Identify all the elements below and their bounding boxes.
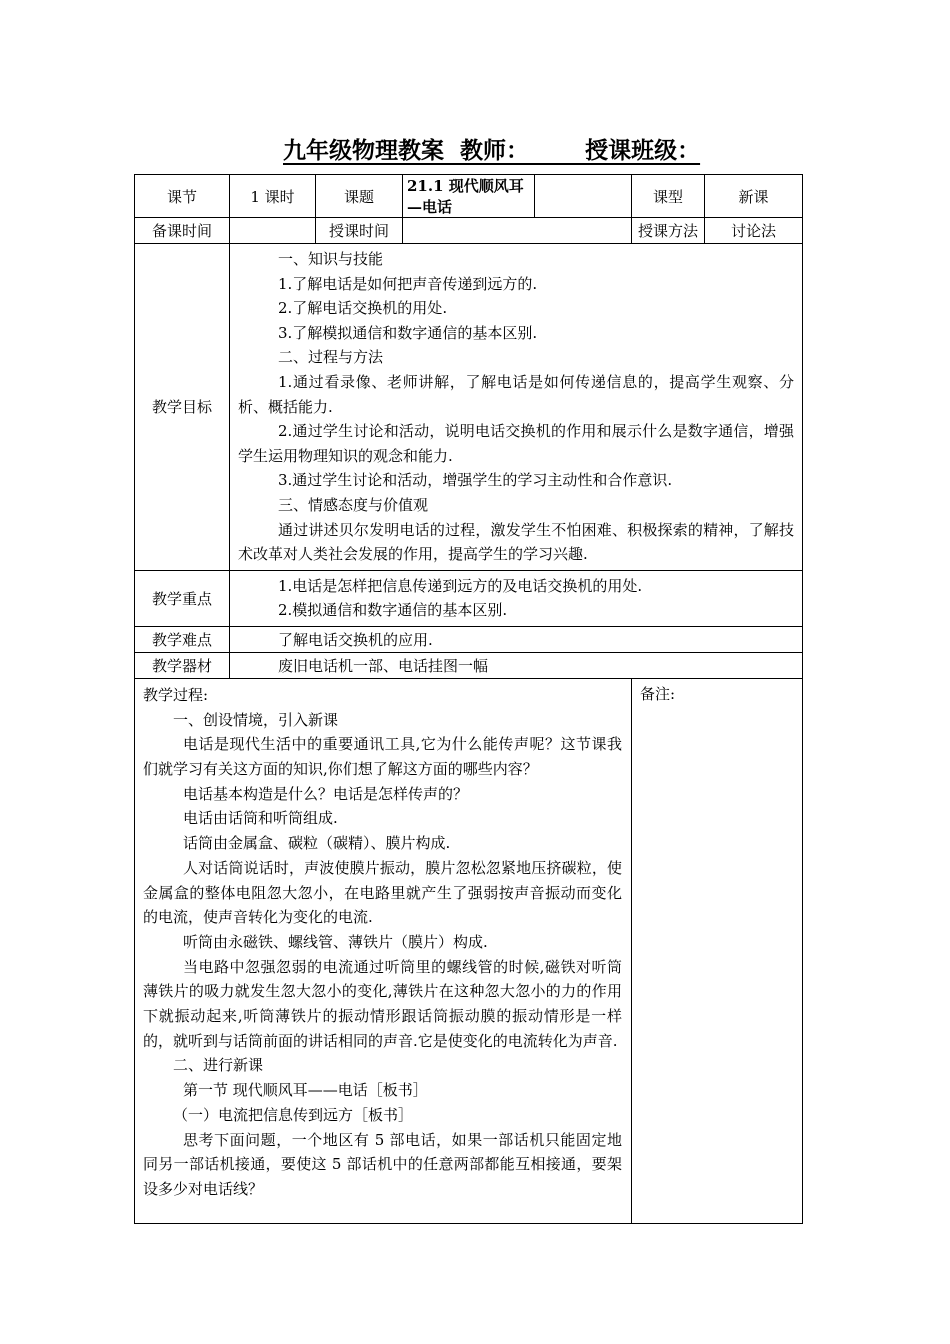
type-label: 课型 — [632, 175, 705, 218]
header-row-1 — [135, 175, 803, 218]
process-paragraph: 电话是现代生活中的重要通讯工具,它为什么能传声呢？这节课我们就学习有关这方面的知识,你们想了解这方面的哪些内容？ — [143, 735, 622, 779]
objective-line: 二、过程与方法 — [278, 348, 384, 367]
objective-line: 3.了解模拟通信和数字通信的基本区别. — [278, 323, 538, 342]
process-label: 教学过程: — [143, 685, 209, 704]
notes-cell — [632, 678, 803, 1223]
objective-line: 1.通过看录像、老师讲解，了解电话是如何传递信息的，提高学生观察、分析、概括能力. — [238, 372, 794, 416]
process-paragraph: （一）电流把信息传到远方［板书］ — [173, 1105, 414, 1124]
objective-line: 2.了解电话交换机的用处. — [278, 299, 448, 318]
objective-line: 3.通过学生讨论和活动，增强学生的学习主动性和合作意识. — [278, 471, 673, 490]
process-paragraph: 听筒由永磁铁、螺线管、薄铁片（膜片）构成. — [183, 932, 488, 951]
process-paragraph: 一、创设情境，引入新课 — [173, 710, 339, 729]
difficulties-label: 教学难点 — [135, 626, 230, 652]
objective-line: 一、知识与技能 — [278, 250, 384, 268]
topic-value: 21.1 现代顺风耳—电话 — [403, 175, 535, 218]
difficulties-text: 了解电话交换机的应用. — [230, 626, 803, 652]
difficulties-row — [135, 626, 803, 652]
process-paragraph: 电话由话筒和听筒组成. — [183, 809, 338, 828]
method-value: 讨论法 — [705, 218, 803, 244]
notes-label: 备注: — [640, 684, 676, 703]
teach-time-value — [403, 218, 632, 244]
period-value: 1 课时 — [230, 175, 316, 218]
key-points-content — [230, 570, 803, 626]
header-row-2 — [135, 218, 803, 244]
process-paragraph: 人对话筒说话时，声波使膜片振动，膜片忽松忽紧地压挤碳粒，使金属盒的整体电阻忽大忽小，在电路里就产生了强弱按声音振动而变化的电流，使声音转化为变化的电流. — [143, 858, 622, 927]
objective-line: 1.了解电话是如何把声音传递到远方的. — [278, 274, 538, 293]
teach-time-label: 授课时间 — [316, 218, 403, 244]
key-points-row — [135, 570, 803, 626]
objective-line: 2.通过学生讨论和活动，说明电话交换机的作用和展示什么是数字通信，增强学生运用物理知识的观念和能力. — [238, 422, 794, 465]
process-paragraph: 话筒由金属盒、碳粒（碳精）、膜片构成. — [183, 834, 451, 853]
process-content — [135, 678, 632, 1223]
lesson-plan-table — [134, 174, 803, 1224]
type-value: 新课 — [705, 175, 803, 218]
page-title: 九年级物理教案 教师： 授课班级： — [283, 137, 701, 164]
key-point-line: 1.电话是怎样把信息传递到远方的及电话交换机的用处. — [278, 576, 643, 595]
objective-line: 三、情感态度与价值观 — [278, 495, 429, 514]
objectives-label: 教学目标 — [135, 244, 230, 571]
period-label: 课节 — [135, 175, 230, 218]
objective-line: 通过讲述贝尔发明电话的过程，激发学生不怕困难、积极探索的精神，了解技术改革对人类社会发展的作用，提高学生的学习兴趣. — [238, 520, 794, 564]
equipment-label: 教学器材 — [135, 652, 230, 678]
topic-label: 课题 — [316, 175, 403, 218]
key-point-line: 2.模拟通信和数字通信的基本区别. — [278, 601, 508, 620]
process-paragraph: 二、进行新课 — [173, 1056, 264, 1075]
process-paragraph: 当电路中忽强忽弱的电流通过听筒里的螺线管的时候,磁铁对听筒薄铁片的吸力就发生忽大忽小的变化,薄铁片在这种忽大忽小的力的作用下就振动起来,听筒薄铁片的振动情形跟话筒振动膜的振动情形是一样的，就听到与话筒前面的讲话相同的声音.它是使变化的电流转化为声音. — [143, 957, 622, 1050]
equipment-row — [135, 652, 803, 678]
process-paragraph: 第一节 现代顺风耳——电话［板书］ — [183, 1081, 428, 1100]
equipment-text: 废旧电话机一部、电话挂图一幅 — [230, 652, 803, 678]
process-paragraph: 电话基本构造是什么？电话是怎样传声的？ — [183, 784, 469, 803]
prep-time-value — [230, 218, 316, 244]
objectives-row — [135, 244, 803, 571]
objectives-content — [230, 244, 803, 571]
prep-time-label: 备课时间 — [135, 218, 230, 244]
method-label: 授课方法 — [632, 218, 705, 244]
process-row — [135, 678, 803, 1223]
key-points-label: 教学重点 — [135, 570, 230, 626]
process-paragraph: 思考下面问题，一个地区有 5 部电话，如果一部话机只能固定地同另一部话机接通，要使这 5 部话机中的任意两部都能互相接通，要架设多少对电话线？ — [143, 1130, 622, 1198]
